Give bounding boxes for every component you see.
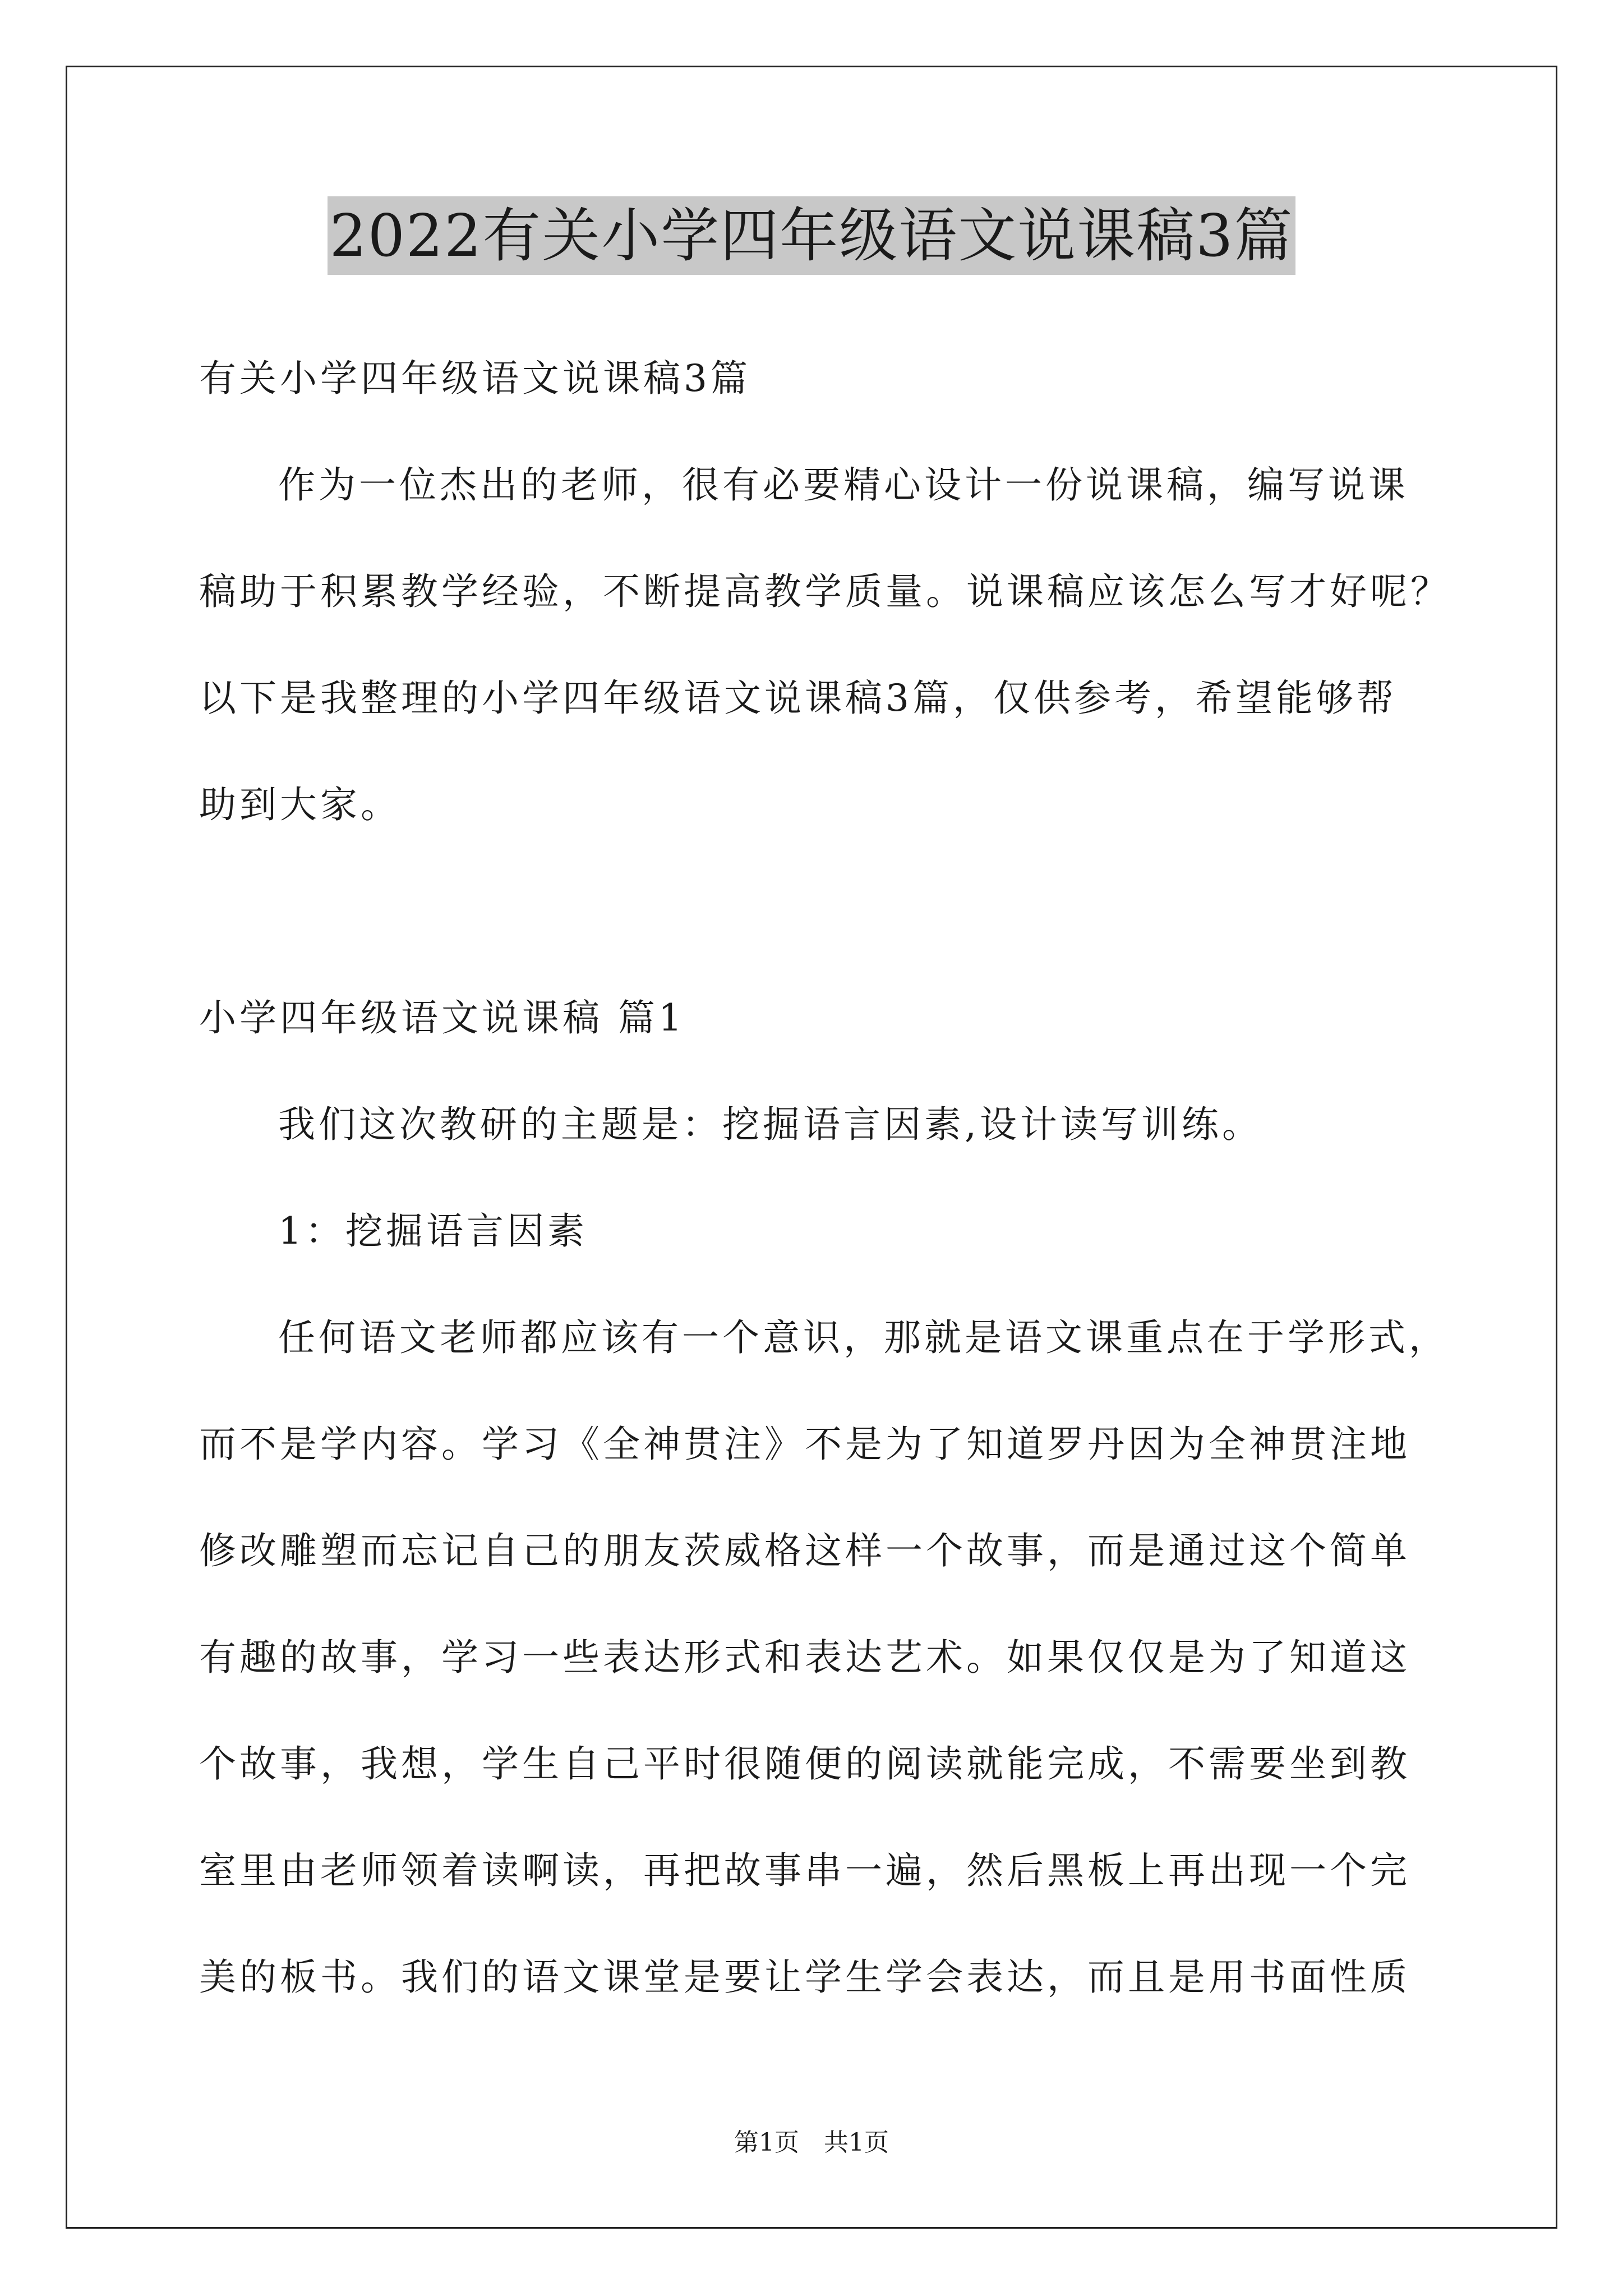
body-line: 而不是学内容。学习《全神贯注》不是为了知道罗丹因为全神贯注地	[199, 1423, 1410, 1466]
body-line: 美的板书。我们的语文课堂是要让学生学会表达，而且是用书面性质	[199, 1955, 1410, 1999]
body-line: 室里由老师领着读啊读，再把故事串一遍，然后黑板上再出现一个完	[199, 1849, 1410, 1892]
document-title: 2022有关小学四年级语文说课稿3篇	[328, 196, 1296, 275]
body-line: 有趣的故事，学习一些表达形式和表达艺术。如果仅仅是为了知道这	[199, 1636, 1410, 1679]
intro-line: 作为一位杰出的老师，很有必要精心设计一份说课稿，编写说课	[278, 463, 1409, 507]
body-line: 修改雕塑而忘记自己的朋友茨威格这样一个故事，而是通过这个简单	[199, 1529, 1410, 1572]
section-topic: 我们这次教研的主题是：挖掘语言因素,设计读写训练。	[278, 1103, 1262, 1146]
body-line: 个故事，我想，学生自己平时很随便的阅读就能完成，不需要坐到教	[199, 1742, 1410, 1786]
page-footer: 第1页 共1页	[734, 2128, 889, 2157]
intro-line: 助到大家。	[199, 783, 401, 826]
intro-line: 以下是我整理的小学四年级语文说课稿3篇，仅供参考，希望能够帮	[199, 677, 1397, 720]
intro-line: 稿助于积累教学经验，不断提高教学质量。说课稿应该怎么写才好呢？	[199, 570, 1451, 613]
document-subtitle: 有关小学四年级语文说课稿3篇	[199, 357, 751, 400]
section-heading: 小学四年级语文说课稿 篇1	[199, 996, 685, 1039]
title-wrap	[0, 196, 1623, 275]
section-point: 1：挖掘语言因素	[278, 1209, 588, 1253]
body-line: 任何语文老师都应该有一个意识，那就是语文课重点在于学形式，	[278, 1316, 1449, 1359]
